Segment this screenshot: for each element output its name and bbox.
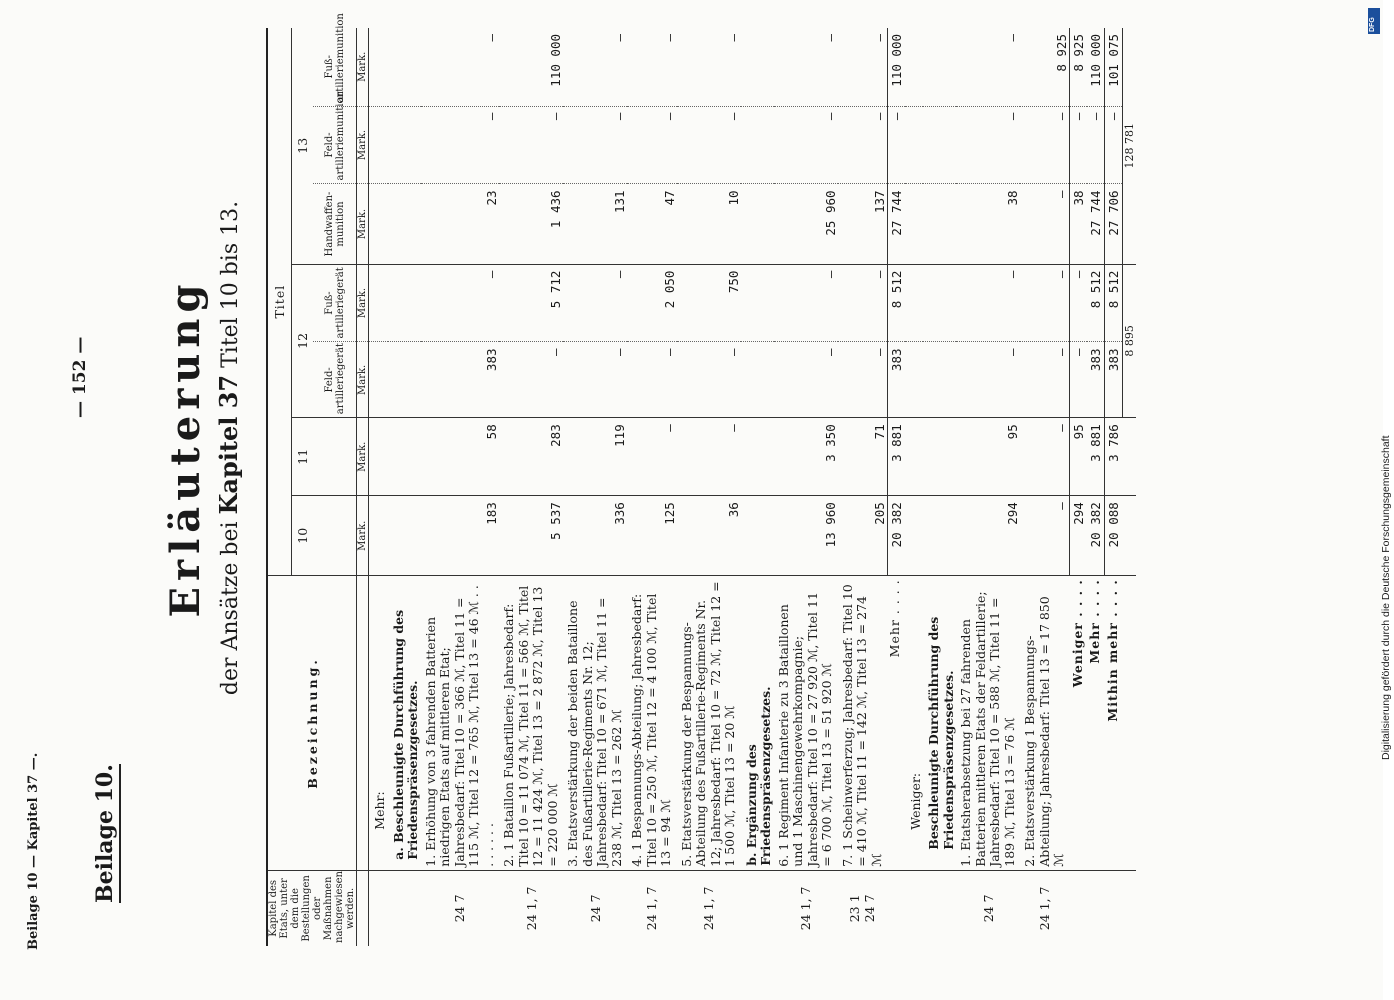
col-t10: 10 <box>291 496 313 576</box>
cell-t12a: 383 <box>421 342 500 418</box>
rotated-document <box>22 13 1312 978</box>
cell-t11: 119 <box>563 418 627 496</box>
cell-t11: 3 881 <box>887 418 905 496</box>
row-number: 5. <box>678 854 694 867</box>
row-number: 4. <box>629 854 644 867</box>
row-description <box>499 576 563 870</box>
cell-t12b: — <box>956 264 1020 342</box>
cell-t10: — <box>1020 496 1070 576</box>
cell-t13c: 110 000 <box>499 28 563 106</box>
cell-t13b: — <box>627 106 677 184</box>
mithin-row <box>1105 28 1123 946</box>
cell-t12b: — <box>774 264 838 342</box>
cell-t11: 283 <box>499 418 563 496</box>
weniger-total-row-label: Weniger . . . . <box>1070 576 1088 870</box>
cell-t13a: 1 436 <box>499 184 563 264</box>
row-description <box>1020 576 1070 870</box>
unit-label: Mark. <box>357 342 369 418</box>
cell-t13b: — <box>887 106 905 184</box>
row-text: Etatsverstärkung der Bespannungs-Abteilung des Fußartillerie-Regiments Nr. 12; Jahresbedarf: Titel 10 = 72 ℳ, Titel 12 = 1 500 ℳ, Titel 13 = 20 ℳ <box>678 581 737 867</box>
row-text: Erhöhung von 3 fahrenden Batterien niedrigen Etats auf mittleren Etat; Jahresbedarf: Titel 10 = 366 ℳ, Titel 11 = 115 ℳ, Titel 12 = 765 ℳ, Titel 13 = 46 ℳ . . . . . . . . <box>422 585 496 867</box>
cell-t13c: — <box>956 28 1020 106</box>
running-head: Beilage 10 — Kapitel 37 —. <box>26 752 41 950</box>
cell-t13c: — <box>677 28 741 106</box>
subtitle-pre: der Ansätze bei <box>218 521 243 696</box>
cell-t13c: — <box>774 28 838 106</box>
explanation-table <box>266 13 1136 946</box>
col-bezeichnung: Bezeichnung. <box>267 576 357 870</box>
row-description <box>774 576 838 870</box>
table-row <box>563 28 627 946</box>
cell-t12b: 8 512 <box>1087 264 1105 342</box>
cell-t12b: — <box>1020 264 1070 342</box>
row-number: 1. <box>422 854 438 867</box>
table-row <box>677 28 741 946</box>
row-number: 7. <box>839 854 855 867</box>
cell-t13c: — <box>627 28 677 106</box>
cell-t12a: — <box>499 342 563 418</box>
cell-t12a: 383 <box>1105 342 1123 418</box>
row-description <box>838 576 888 870</box>
cell-t12b: — <box>421 264 500 342</box>
subtitle-post: Titel 10 bis 13. <box>218 200 243 368</box>
cell-t12a: 383 <box>1087 342 1105 418</box>
cell-t13b: — <box>499 106 563 184</box>
cell-t13a: 23 <box>421 184 500 264</box>
cell-t12b: 2 050 <box>627 264 677 342</box>
cell-t12b: — <box>563 264 627 342</box>
cell-t13c: 110 000 <box>1087 28 1105 106</box>
section-weniger-sub: Beschleunigte Durchführung des Friedenspräsenzgesetzes. <box>923 576 956 870</box>
cell-t10: 20 382 <box>1087 496 1105 576</box>
section-b: b. Ergänzung des Friedenspräsenzgesetzes. <box>741 576 774 870</box>
cell-t13a: 25 960 <box>774 184 838 264</box>
brace-t13-total: 128 781 <box>1123 28 1137 264</box>
kapitel-ref: 24 1, 7 <box>798 886 813 931</box>
cell-t12a: — <box>774 342 838 418</box>
unit-label: Mark. <box>357 418 369 496</box>
kapitel-ref: 24 7 <box>980 894 996 923</box>
digitization-sidebar <box>1366 0 1392 1000</box>
table-row <box>627 28 677 946</box>
row-text: Etatsverstärkung der beiden Bataillone des Fußartillerie-Regiments Nr. 12; Jahresbedarf: Titel 10 = 671 ℳ, Titel 11 = 238 ℳ, Titel 13 = 262 ℳ <box>565 597 624 867</box>
cell-t10: 183 <box>421 496 500 576</box>
section-row <box>905 28 924 946</box>
cell-t12a: — <box>677 342 741 418</box>
cell-t12a: 383 <box>887 342 905 418</box>
section-weniger: Weniger: <box>905 576 924 870</box>
cell-t13a: 137 <box>838 184 888 264</box>
cell-t11: 3 881 <box>1087 418 1105 496</box>
brace-row <box>1123 28 1137 946</box>
cell-t13b: — <box>1105 106 1123 184</box>
cell-t11: 95 <box>956 418 1020 496</box>
cell-t11: — <box>677 418 741 496</box>
section-row <box>369 28 388 946</box>
dfg-logo-text: DFG <box>1369 17 1376 32</box>
cell-t12a: — <box>838 342 888 418</box>
cell-t13c: — <box>838 28 888 106</box>
cell-t10: 13 960 <box>774 496 838 576</box>
cell-t13a: — <box>1020 184 1070 264</box>
mithin-row-label: Mithin mehr . . . . <box>1105 576 1123 870</box>
col-titel-group: Titel <box>267 28 291 576</box>
cell-t12a: — <box>563 342 627 418</box>
table-body <box>369 28 1137 946</box>
cell-t12b: — <box>1070 264 1088 342</box>
row-description <box>956 576 1020 870</box>
page-title: Erläuterung <box>162 278 209 618</box>
row-number: 1. <box>958 854 973 867</box>
section-row <box>923 28 956 946</box>
cell-t10: 205 <box>838 496 888 576</box>
mehr-total-row-label: Mehr . . . . <box>887 576 905 870</box>
dfg-logo <box>1368 8 1380 34</box>
cell-t11: 71 <box>838 418 888 496</box>
cell-t13a: 131 <box>563 184 627 264</box>
row-number: 2. <box>1022 854 1037 867</box>
cell-t13a: 27 706 <box>1105 184 1123 264</box>
mehr-total2-row <box>1087 28 1105 946</box>
col-t11: 11 <box>291 418 313 496</box>
table-row <box>956 28 1020 946</box>
unit-label: Mark. <box>357 28 369 106</box>
table-row <box>1020 28 1070 946</box>
row-description <box>421 576 500 870</box>
row-text: 1 Regiment Infanterie zu 3 Bataillonen und 1 Maschinengewehrkompagnie; Jahresbedarf: Titel 10 = 27 920 ℳ, Titel 11 = 6 700 ℳ, Titel 13 = 51 920 ℳ <box>775 592 834 867</box>
cell-t13a: 47 <box>627 184 677 264</box>
cell-t11: 58 <box>421 418 500 496</box>
row-description <box>677 576 741 870</box>
dfg-credit: Digitalisierung gefördert durch die Deutsche Forschungsgemeinschaft <box>1380 435 1392 760</box>
cell-t13b: — <box>1020 106 1070 184</box>
cell-t10: 294 <box>1070 496 1088 576</box>
cell-t13c: — <box>563 28 627 106</box>
weniger-total-row <box>1070 28 1088 946</box>
cell-t13a: 10 <box>677 184 741 264</box>
cell-t10: 125 <box>627 496 677 576</box>
table-row <box>421 28 500 946</box>
col-kapitel: Kapitel des Etats, unter dem die Bestellungen oder Maßnahmen nachgewiesen werden. <box>267 870 357 946</box>
cell-t12b: 5 712 <box>499 264 563 342</box>
cell-t10: 5 537 <box>499 496 563 576</box>
col-t13: 13 <box>291 28 313 264</box>
cell-t12a: — <box>1020 342 1070 418</box>
cell-t10: 20 088 <box>1105 496 1123 576</box>
cell-t12b: 750 <box>677 264 741 342</box>
cell-t12a: — <box>627 342 677 418</box>
subtitle-kapitel: Kapitel 37 <box>214 374 243 515</box>
cell-t12a: — <box>1070 342 1088 418</box>
cell-t13c: 8 925 <box>1070 28 1088 106</box>
kapitel-ref: 24 7 <box>587 894 603 923</box>
cell-t12b: 8 512 <box>887 264 905 342</box>
row-text: Etatsherabsetzung bei 27 fahrenden Batterien mittleren Etats der Feldartillerie; Jahresbedarf: Titel 10 = 588 ℳ, Titel 11 = 189 ℳ, Titel 13 = 76 ℳ <box>958 591 1017 867</box>
table-row <box>499 28 563 946</box>
cell-t11: 3 350 <box>774 418 838 496</box>
table-row <box>838 28 888 946</box>
row-description <box>627 576 677 870</box>
row-text: 1 Bataillon Fußartillerie; Jahresbedarf: Titel 10 = 11 074 ℳ, Titel 11 = 566 ℳ, Titel 12 = 11 424 ℳ, Titel 13 = 2 872 ℳ, Titel 13 = 220 000 ℳ <box>501 585 560 867</box>
cell-t13c: 8 925 <box>1020 28 1070 106</box>
kapitel-ref: 23 1 24 7 <box>847 894 878 923</box>
row-number: 3. <box>565 854 580 867</box>
col-t12a: Feld-artilleriegerät <box>313 342 356 418</box>
kapitel-ref: 24 1, 7 <box>523 886 539 931</box>
cell-t13a: 38 <box>1070 184 1088 264</box>
unit-label: Mark. <box>357 496 369 576</box>
row-text: 1 Scheinwerferzug; Jahresbedarf: Titel 10 = 410 ℳ, Titel 11 = 142 ℳ, Titel 13 = 274 ℳ <box>839 584 884 867</box>
cell-t13c: — <box>421 28 500 106</box>
cell-t13b: — <box>677 106 741 184</box>
col-t13b: Feld-artilleriemunition <box>313 106 356 184</box>
row-text: 1 Bespannungs-Abteilung; Jahresbedarf: Titel 10 = 250 ℳ, Titel 12 = 4 100 ℳ, Titel 13 = 94 ℳ <box>629 593 673 867</box>
row-text: Etatsverstärkung 1 Bespannungs-Abteilung; Jahresbedarf: Titel 13 = 17 850 ℳ <box>1022 596 1066 867</box>
cell-t13b: — <box>774 106 838 184</box>
page-subtitle <box>214 0 243 978</box>
mehr-total-row <box>887 28 905 946</box>
cell-t10: 20 382 <box>887 496 905 576</box>
cell-t12b: — <box>838 264 888 342</box>
cell-t13b: — <box>1070 106 1088 184</box>
row-number: 6. <box>775 854 791 867</box>
section-mehr: Mehr: <box>369 576 388 870</box>
cell-t13a: 38 <box>956 184 1020 264</box>
cell-t11: 3 786 <box>1105 418 1123 496</box>
beilage-label: Beilage 10. <box>92 764 121 903</box>
col-t12b: Fuß-artilleriegerät <box>313 264 356 342</box>
table-row <box>774 28 838 946</box>
cell-t11: — <box>627 418 677 496</box>
cell-t13c: 110 000 <box>887 28 905 106</box>
cell-t12b: 8 512 <box>1105 264 1123 342</box>
section-row <box>388 28 421 946</box>
brace-t12-total: 8 895 <box>1123 264 1137 418</box>
cell-t13b: — <box>838 106 888 184</box>
col-t13a: Handwaffen-munition <box>313 184 356 264</box>
cell-t10: 294 <box>956 496 1020 576</box>
kapitel-ref: 24 7 <box>452 894 468 923</box>
cell-t13c: 101 075 <box>1105 28 1123 106</box>
unit-label: Mark. <box>357 264 369 342</box>
unit-label: Mark. <box>357 106 369 184</box>
kapitel-ref: 24 1, 7 <box>1037 886 1053 931</box>
kapitel-ref: 24 1, 7 <box>701 886 716 931</box>
row-number: 2. <box>501 854 516 867</box>
cell-t11: 95 <box>1070 418 1088 496</box>
kapitel-ref: 24 1, 7 <box>644 886 660 931</box>
cell-t13b: — <box>1087 106 1105 184</box>
cell-t13a: 27 744 <box>887 184 905 264</box>
cell-t10: 36 <box>677 496 741 576</box>
section-a: a. Beschleunigte Durchführung des Friedenspräsenzgesetzes. <box>388 576 421 870</box>
mehr-total2-row-label: Mehr . . . . <box>1087 576 1105 870</box>
row-description <box>563 576 627 870</box>
section-row <box>741 28 774 946</box>
col-t13c: Fuß-artilleriemunition <box>313 28 356 106</box>
cell-t10: 336 <box>563 496 627 576</box>
page-number: — 152 — <box>70 336 90 418</box>
cell-t13a: 27 744 <box>1087 184 1105 264</box>
cell-t11: — <box>1020 418 1070 496</box>
col-t12: 12 <box>291 264 313 418</box>
unit-label: Mark. <box>357 184 369 264</box>
cell-t13b: — <box>421 106 500 184</box>
cell-t12a: — <box>956 342 1020 418</box>
cell-t13b: — <box>563 106 627 184</box>
cell-t13b: — <box>956 106 1020 184</box>
